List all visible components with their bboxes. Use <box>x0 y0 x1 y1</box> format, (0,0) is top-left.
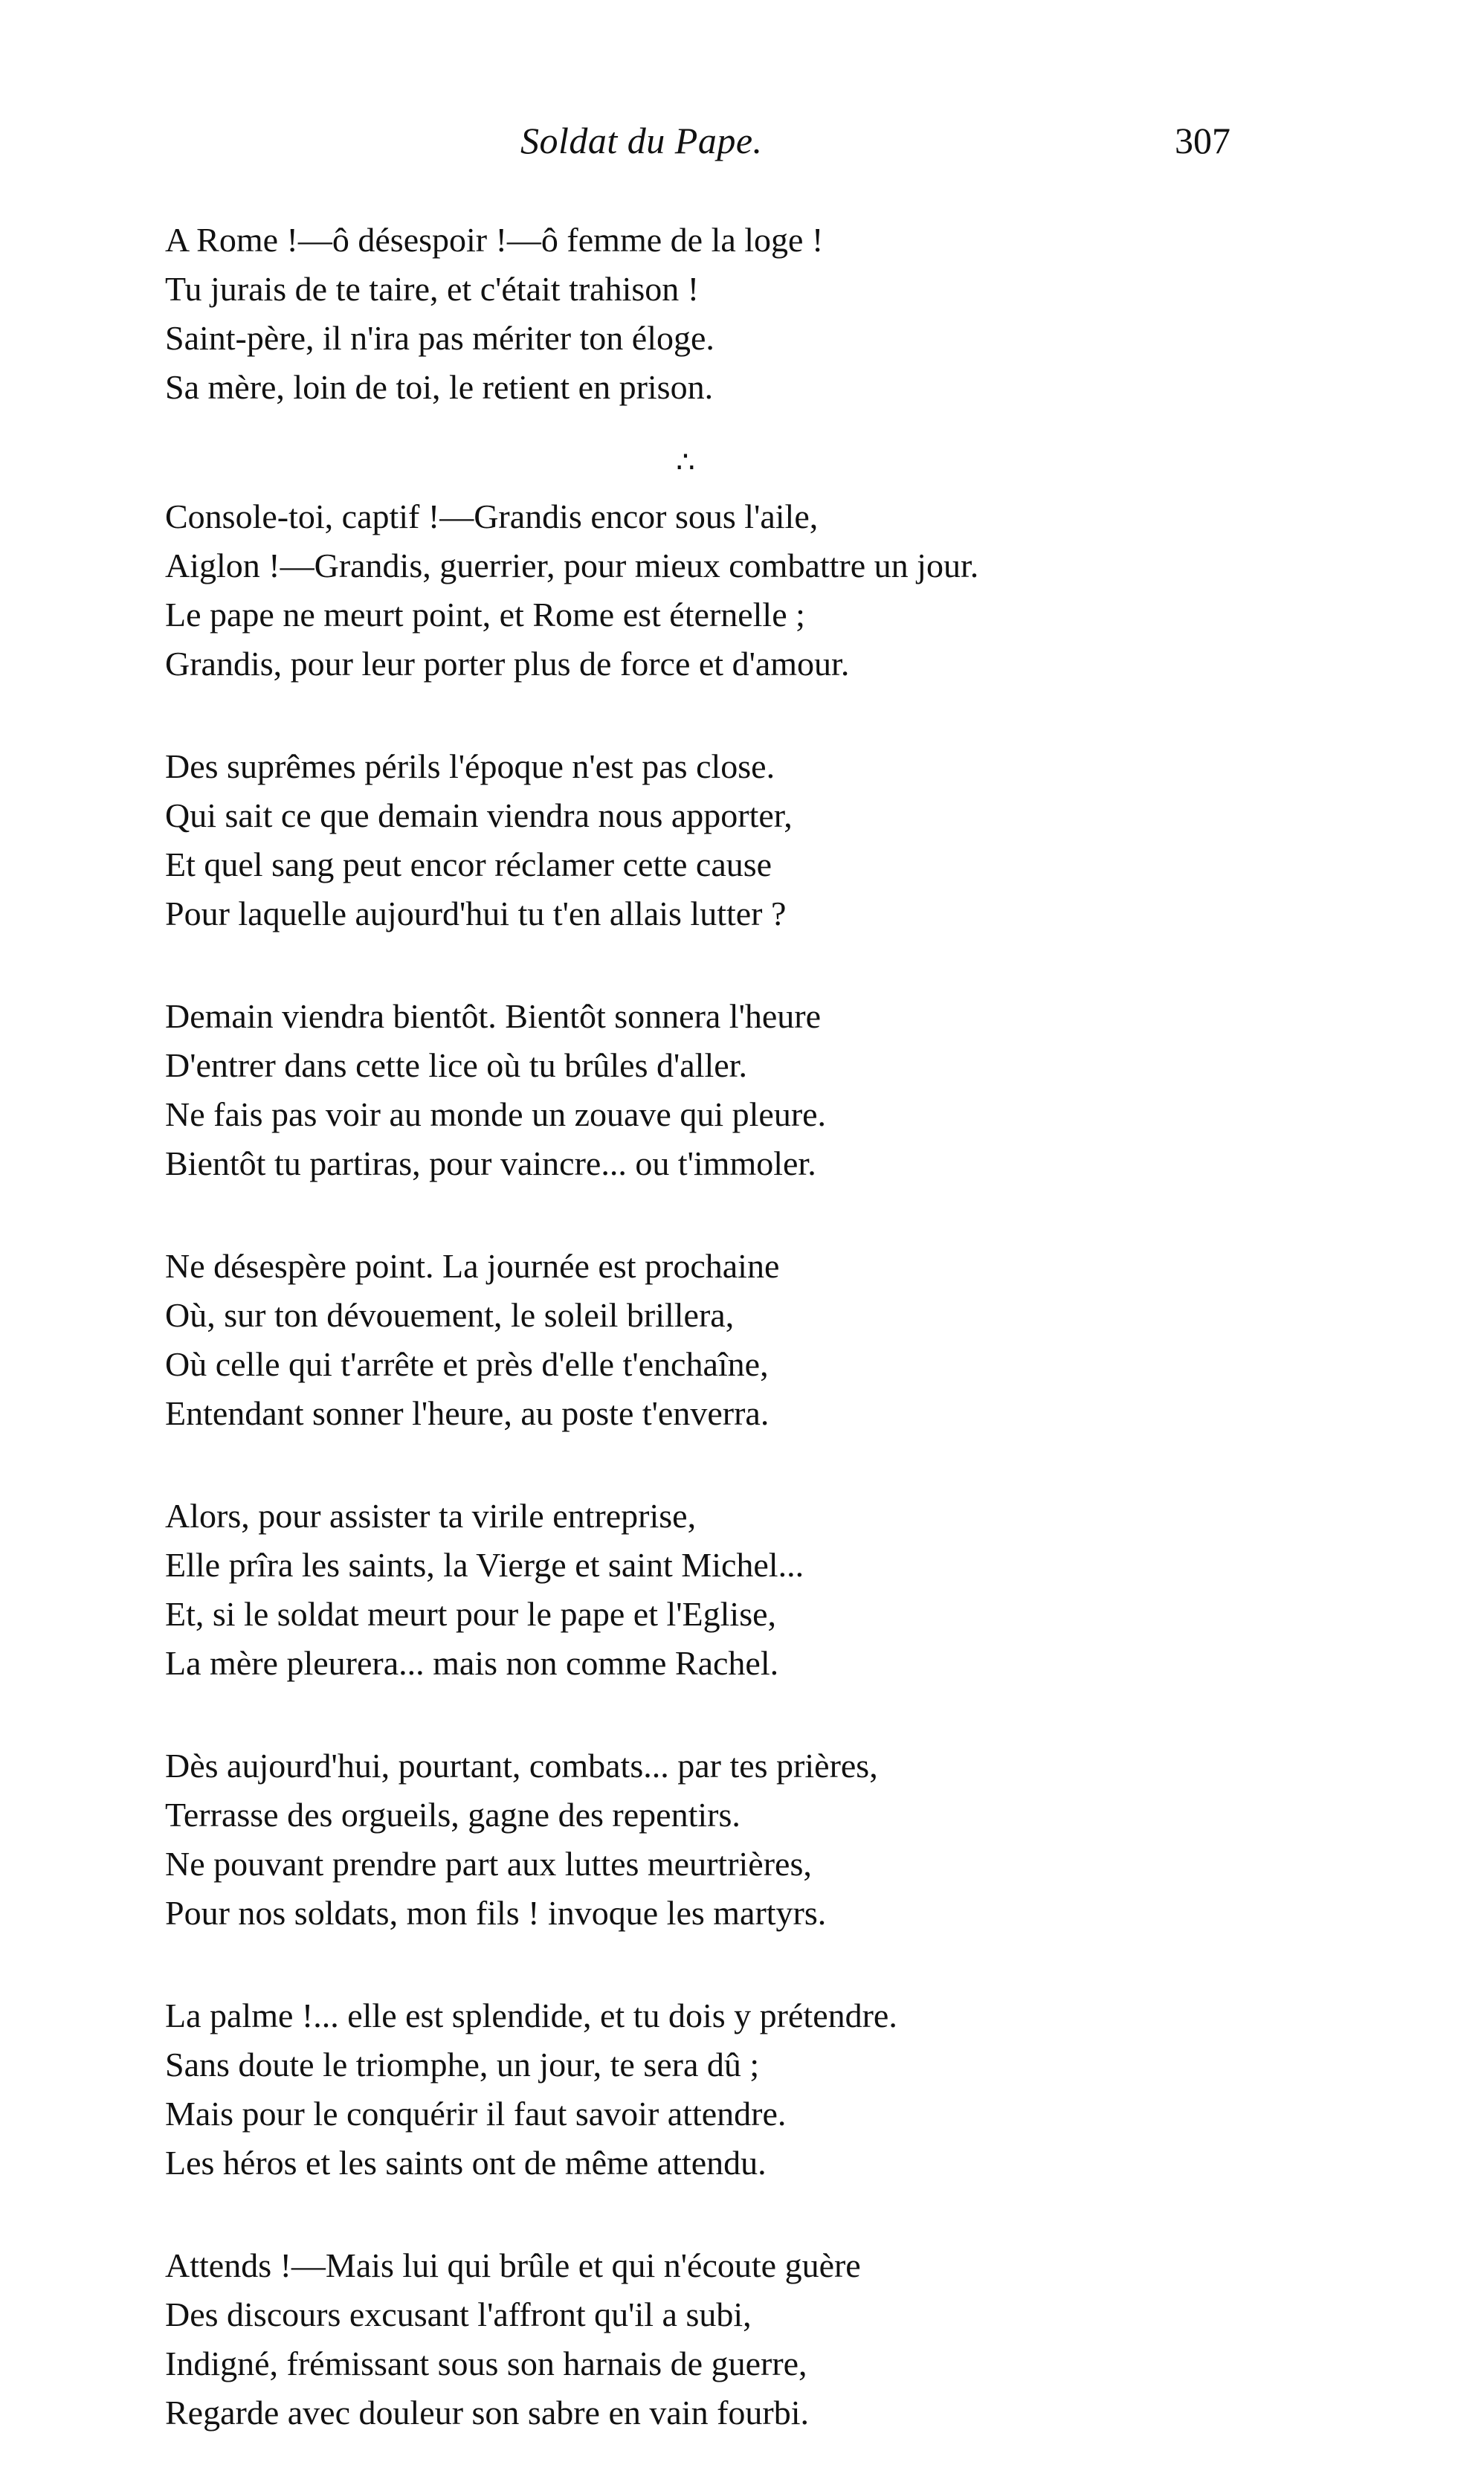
verse-line: Ne pouvant prendre part aux luttes meurtrières, <box>165 1845 812 1883</box>
poem <box>165 216 1206 2491</box>
verse-line: Ne fais pas voir au monde un zouave qui pleure. <box>165 1095 827 1133</box>
verse-line: D'entrer dans cette lice où tu brûles d'aller. <box>165 1046 747 1084</box>
verse-line: Et quel sang peut encor réclamer cette cause <box>165 845 772 883</box>
stanza <box>165 1242 1206 1438</box>
page-number: 307 <box>1175 120 1230 161</box>
verse-line: Mais pour le conquérir il faut savoir attendre. <box>165 2095 787 2133</box>
verse-line: Où, sur ton dévouement, le soleil brillera, <box>165 1296 735 1334</box>
verse-line: Tu jurais de te taire, et c'était trahison ! <box>165 270 700 308</box>
verse-line: La palme !... elle est splendide, et tu dois y prétendre. <box>165 1997 897 2034</box>
stanza <box>165 742 1206 938</box>
verse-line: Elle prîra les saints, la Vierge et saint Michel... <box>165 1546 804 1584</box>
stanza <box>165 2241 1206 2437</box>
verse-line: Des suprêmes périls l'époque n'est pas close. <box>165 747 775 785</box>
verse-line: Le pape ne meurt point, et Rome est éternelle ; <box>165 596 805 634</box>
verse-line: Saint-père, il n'ira pas mériter ton éloge. <box>165 319 714 357</box>
verse-line: La mère pleurera... mais non comme Rachel. <box>165 1644 779 1682</box>
verse-line: Terrasse des orgueils, gagne des repentirs. <box>165 1796 741 1834</box>
verse-line: Sa mère, loin de toi, le retient en prison. <box>165 368 714 406</box>
verse-line: Console-toi, captif !—Grandis encor sous l'aile, <box>165 497 819 535</box>
verse-line: Regarde avec douleur son sabre en vain fourbi. <box>165 2394 810 2432</box>
verse-line: Pour laquelle aujourd'hui tu t'en allais lutter ? <box>165 895 787 932</box>
verse-line: Pour nos soldats, mon fils ! invoque les martyrs. <box>165 1894 827 1932</box>
verse-line: Grandis, pour leur porter plus de force et d'amour. <box>165 645 850 683</box>
verse-line: Ne désespère point. La journée est prochaine <box>165 1247 780 1285</box>
stanza <box>165 1492 1206 1688</box>
verse-line: Alors, pour assister ta virile entreprise, <box>165 1497 697 1535</box>
verse-line: Aiglon !—Grandis, guerrier, pour mieux combattre un jour. <box>165 547 979 584</box>
asterism-separator: ∴ <box>676 445 695 479</box>
stanza <box>165 1741 1206 1938</box>
verse-line: Indigné, frémissant sous son harnais de guerre, <box>165 2345 807 2382</box>
verse-line: Qui sait ce que demain viendra nous apporter, <box>165 796 793 834</box>
running-head: Soldat du Pape. <box>520 120 763 161</box>
verse-line: Où celle qui t'arrête et près d'elle t'enchaîne, <box>165 1345 769 1383</box>
verse-line: Attends !—Mais lui qui brûle et qui n'écoute guère <box>165 2246 861 2284</box>
verse-line: Entendant sonner l'heure, au poste t'enverra. <box>165 1394 770 1432</box>
verse-line: Les héros et les saints ont de même attendu. <box>165 2144 767 2182</box>
verse-line: Et, si le soldat meurt pour le pape et l'Eglise, <box>165 1595 777 1633</box>
verse-line: Sans doute le triomphe, un jour, te sera dû ; <box>165 2046 760 2084</box>
verse-line: Des discours excusant l'affront qu'il a subi, <box>165 2295 752 2333</box>
stanza <box>165 216 1206 412</box>
stanza <box>165 492 1206 689</box>
verse-line: A Rome !—ô désespoir !—ô femme de la loge ! <box>165 221 824 259</box>
stanza <box>165 992 1206 1188</box>
stanza <box>165 1991 1206 2188</box>
verse-line: Dès aujourd'hui, pourtant, combats... par tes prières, <box>165 1747 878 1785</box>
verse-line: Bientôt tu partiras, pour vaincre... ou t'immoler. <box>165 1144 816 1182</box>
verse-line: Demain viendra bientôt. Bientôt sonnera l'heure <box>165 997 822 1035</box>
